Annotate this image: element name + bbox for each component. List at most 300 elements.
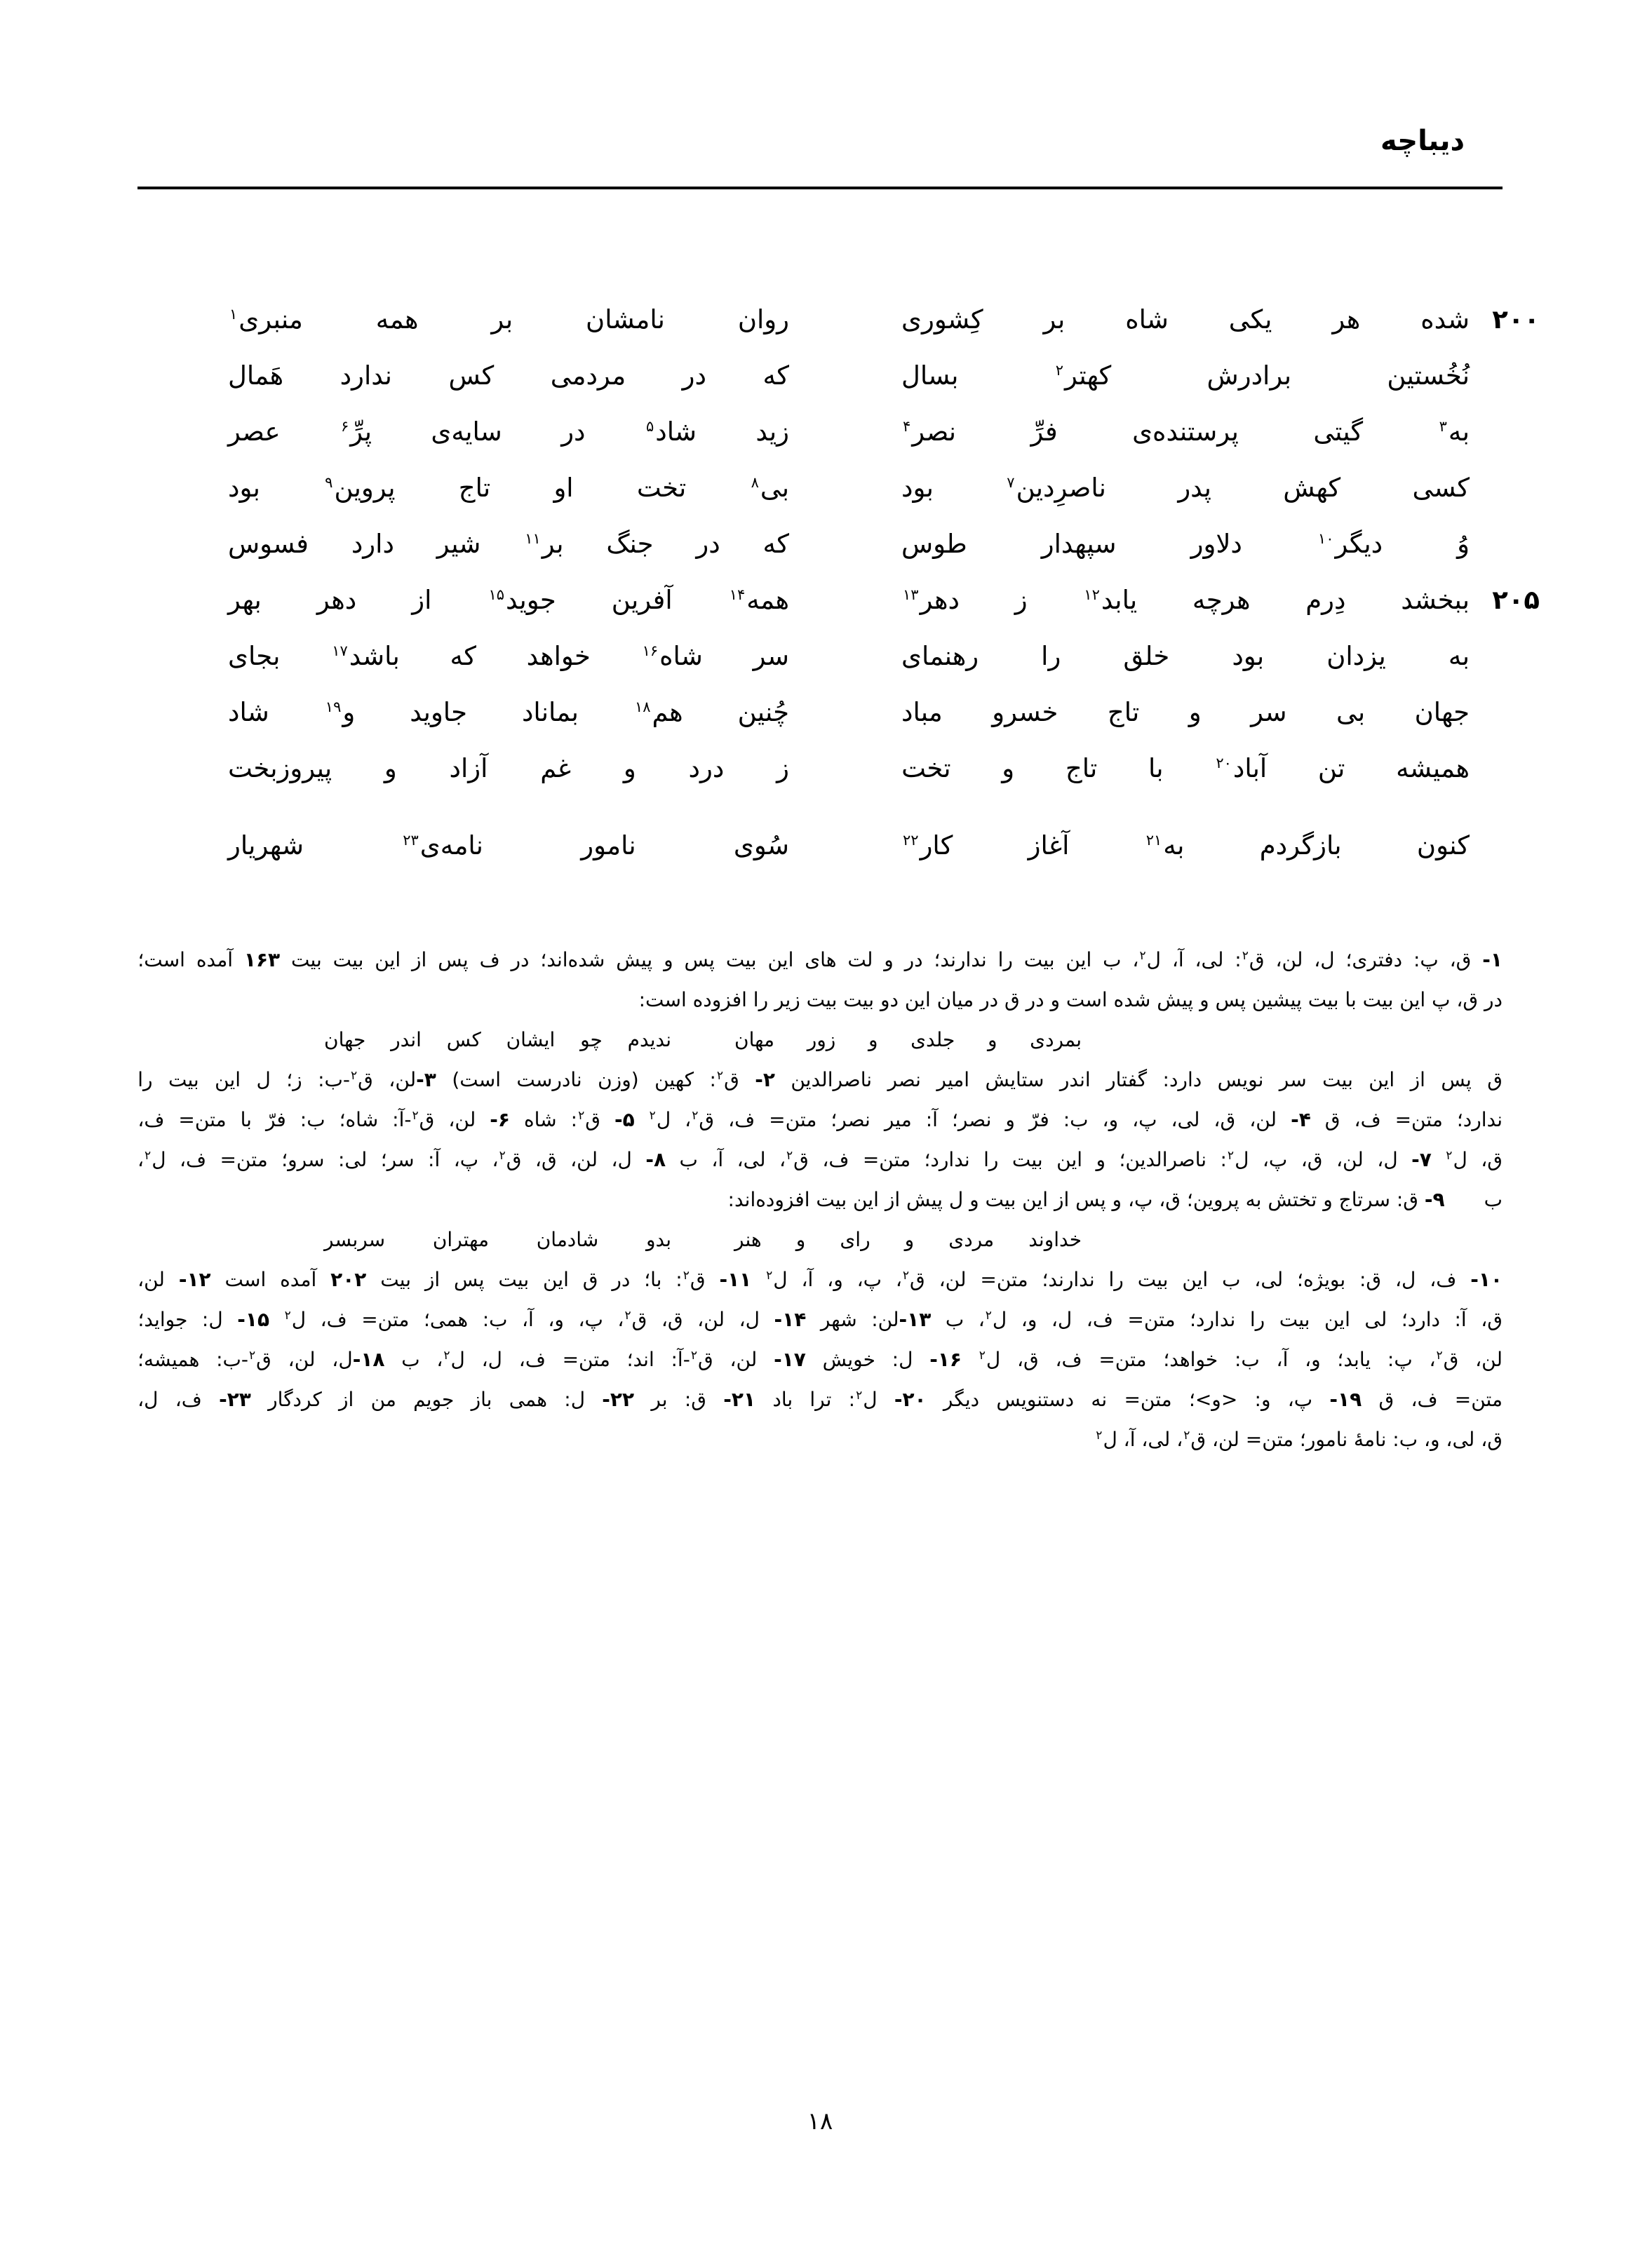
footnote-word: مهان <box>734 1028 775 1051</box>
footnote-line: ق، لی، و، ب: نامهٔ نامور؛ متن= لن، ق$^۲$، لی، آ، ل$^۲$ <box>1096 1428 1503 1451</box>
footnote-word: از <box>412 948 427 971</box>
footnote-word: متن= <box>361 1308 410 1331</box>
footnote-word: خویش <box>822 1348 875 1371</box>
footnote-word: ۱۶- <box>929 1348 962 1371</box>
hemistich-left <box>228 361 789 391</box>
footnote-word: ترا <box>809 1388 832 1411</box>
footnote-word: بیت <box>380 1268 411 1291</box>
page-number: ۱۸ <box>807 2107 833 2135</box>
poem-word: او <box>553 473 574 503</box>
poem-word: جاوید <box>410 697 467 727</box>
footnote-word: جلدی <box>910 1028 955 1051</box>
footnote-word: فرّ <box>265 1108 286 1131</box>
footnote-word: ق$^۲$-آ: <box>392 1108 435 1131</box>
footnote-line <box>137 1388 1503 1428</box>
poem-word: بهر <box>228 585 262 615</box>
footnote-marker: ۱۰ <box>1317 529 1334 547</box>
poem-word: منبری$^۱$ <box>229 304 303 335</box>
poem-word: به$^۳$ <box>1439 417 1470 447</box>
poem-word: و <box>623 753 636 783</box>
footnote-word: ل: <box>892 1348 913 1371</box>
footnote-word: لن، <box>288 1348 316 1371</box>
footnote-marker: ۹ <box>325 473 333 491</box>
footnote-word: ل$^۲$، <box>1132 948 1161 971</box>
footnote-word: اندر <box>391 1028 422 1051</box>
poem-word: ناصرِدین$^۷$ <box>1007 473 1106 503</box>
footnote-word: ف <box>479 948 500 971</box>
hemistich-right <box>901 831 1470 861</box>
footnote-marker: ۱۲ <box>1084 586 1100 603</box>
footnote-word: آ: <box>925 1108 938 1131</box>
poem-word: ز <box>777 753 789 783</box>
poem-word: مباد <box>901 697 943 727</box>
footnote-marker: ۱۱ <box>525 529 541 547</box>
footnote-word: متن= <box>1098 1348 1147 1371</box>
footnote-word: ق: <box>1359 1268 1382 1291</box>
footnote-word: جواید؛ <box>137 1308 188 1331</box>
footnote-word: را <box>1108 1268 1124 1291</box>
footnote-word: ق <box>1378 1388 1394 1411</box>
poem-word: کهش <box>1283 473 1341 503</box>
footnote-word: ۱۸-ل، <box>332 1348 385 1371</box>
footnote-word: ۱۶۳ <box>243 948 281 971</box>
footnote-marker: ۱۷ <box>332 642 348 659</box>
footnote-word: در <box>612 1268 631 1291</box>
poem-word: خواهد <box>526 641 591 671</box>
hemistich-right <box>901 698 1470 728</box>
footnote-line <box>137 1148 1503 1188</box>
footnote-word: لت <box>847 948 873 971</box>
footnote-word: ق$^۲$-ب: <box>318 1068 373 1091</box>
poem-word: مردمی <box>550 360 626 391</box>
poem-word: جهان <box>1414 697 1470 727</box>
footnote-word: خداوند <box>1028 1228 1082 1251</box>
poem-word: تن <box>1317 753 1345 783</box>
footnote-marker: ۱۵ <box>488 586 505 603</box>
footnote-word: ق <box>1324 1108 1340 1131</box>
footnote-word: پس <box>1441 1068 1472 1091</box>
footnote-word: پ، <box>1287 1388 1313 1411</box>
poem-word: نصر$^۴$ <box>903 417 957 447</box>
footnote-word: ل، <box>739 1308 760 1331</box>
poem-word: بر <box>1043 304 1066 335</box>
footnote-word: نه <box>1091 1388 1108 1411</box>
footnote-word: ب <box>1103 948 1122 971</box>
footnote-word: ق$^۲$، <box>1429 1348 1459 1371</box>
footnote-word: ۱۷- <box>774 1348 806 1371</box>
footnote-word: با؛ <box>644 1268 662 1291</box>
footnote-word: ل$^۲$، <box>137 1148 166 1171</box>
footnote-marker: ۲۳ <box>403 831 419 849</box>
footnote-word: است) <box>452 1068 501 1091</box>
poem-word: زید <box>755 417 789 447</box>
poem-word: کار$^{۲۲}$ <box>903 830 953 860</box>
poem-word: از <box>412 585 432 615</box>
footnote-word: ل$^۲$ <box>766 1268 788 1291</box>
footnote-word: سرو؛ <box>281 1148 325 1171</box>
poem-word: کِشوری <box>901 304 983 335</box>
footnote-word: من <box>370 1388 396 1411</box>
poem-word: بازگردم <box>1259 830 1342 860</box>
footnote-word: و <box>884 948 894 971</box>
footnote-word: ۳-لن، <box>389 1068 436 1091</box>
poem <box>228 305 1540 887</box>
footnote-word: آ، <box>711 1148 724 1171</box>
footnote-marker: ۱۴ <box>729 586 746 603</box>
footnote-word: ق$^۲$-ب: <box>216 1348 271 1371</box>
footnote-word: بویژه؛ <box>1297 1268 1346 1291</box>
poem-word: چُنین <box>737 697 789 727</box>
footnote-word: ندارند؛ <box>1042 1268 1095 1291</box>
footnote-word: ۱۴- <box>774 1308 807 1331</box>
footnote-word: مهتران <box>432 1228 490 1251</box>
footnote-word: ب <box>679 1148 698 1171</box>
footnote-word: ۲۳- <box>219 1388 251 1411</box>
footnote-word: و، <box>827 1268 843 1291</box>
footnote-word: ۶- <box>490 1108 510 1131</box>
footnote-word: ق، <box>535 1148 557 1171</box>
footnote-word: ۱۳-لن: <box>871 1308 932 1331</box>
footnote-word: <و>؛ <box>1188 1388 1238 1411</box>
poem-word: آزاد <box>449 753 488 783</box>
footnote-word: لی: <box>337 1148 368 1171</box>
footnote-word: در <box>511 948 530 971</box>
poem-word: پرِّ$^۶$ <box>341 417 372 447</box>
poem-word: سر <box>753 641 789 671</box>
footnote-word: شهر <box>820 1308 857 1331</box>
hemistich-right <box>901 754 1470 784</box>
footnote-word: آ، <box>801 1268 814 1291</box>
poem-word: دلاور <box>1190 529 1242 559</box>
footnote-word: ۲۰- <box>894 1388 927 1411</box>
couplet <box>228 473 1540 529</box>
footnote-marker: ۱۳ <box>903 586 919 603</box>
footnote-word: ۱۲- <box>178 1268 211 1291</box>
footnote-word: و، <box>548 1308 564 1331</box>
footnote-word: پ، <box>1262 1148 1288 1171</box>
footnote-word: ۲۰۲ <box>330 1268 367 1291</box>
couplet <box>228 754 1540 810</box>
poem-word: ببخشد <box>1401 585 1470 615</box>
poem-word: دارد <box>351 529 394 559</box>
footnote-word: آ، <box>1276 1348 1289 1371</box>
footnote-word: بیت <box>1279 1308 1310 1331</box>
footnote-word: ل، <box>1051 1308 1073 1331</box>
footnote-word: نصر <box>887 1068 921 1091</box>
poem-word: یکی <box>1228 304 1272 335</box>
footnote-marker: ۸ <box>751 473 759 491</box>
footnote-word: است؛ <box>137 948 185 971</box>
footnote-word: ز؛ <box>286 1068 302 1091</box>
footnote-word: لی، <box>1171 1108 1200 1131</box>
poem-word: بر$^{۱۱}$ <box>525 529 564 559</box>
poem-word: شاه <box>1125 304 1169 335</box>
footnote-word: ل <box>256 1068 271 1091</box>
footnote-word: ف، <box>1411 1388 1438 1411</box>
poem-word: و$^{۱۹}$ <box>325 697 356 727</box>
footnote-word: کس <box>446 1028 481 1051</box>
footnote-marker: ۲۲ <box>903 831 919 849</box>
footnote-word: این <box>1369 1068 1395 1091</box>
poem-word: پروین$^۹$ <box>325 473 396 503</box>
footnote-word: ق <box>1487 1068 1503 1091</box>
poem-word: شیر <box>436 529 481 559</box>
footnote-word: هنر <box>734 1228 762 1251</box>
footnote-word: پ، <box>578 1308 603 1331</box>
poem-word: بر <box>491 304 513 335</box>
footnote-word: میر <box>884 1108 912 1131</box>
poem-word: همیشه <box>1396 753 1470 783</box>
footnote-word: بر <box>651 1388 668 1411</box>
hemistich-right <box>901 642 1470 672</box>
couplet <box>228 586 1540 642</box>
poem-word: روان <box>737 304 789 335</box>
poem-word: سپهدار <box>1041 529 1117 559</box>
footnote-word: این <box>1182 1268 1209 1291</box>
footnote-word: ندیدم <box>627 1028 671 1051</box>
footnote-word: ب: <box>482 1308 508 1331</box>
poem-word: طوس <box>901 529 967 559</box>
footnote-word: لی، <box>737 1148 766 1171</box>
footnote-word: این <box>215 1068 241 1091</box>
couplet <box>228 698 1540 754</box>
poem-word: نُخُستین <box>1387 360 1470 391</box>
poem-word: تاج <box>458 473 491 503</box>
couplet <box>228 361 1540 417</box>
footnote-word: یابد؛ <box>1337 1348 1371 1371</box>
poem-word: فسوس <box>228 529 309 559</box>
footnote-word: متن= <box>220 1148 268 1171</box>
poem-word: سایه‌ی <box>431 417 502 447</box>
poem-word: فرِّ <box>1030 417 1058 447</box>
footnote-word: پس <box>684 948 715 971</box>
footnote-word: کردگار <box>268 1388 322 1411</box>
poem-word: شاد$^۵$ <box>645 417 697 447</box>
footnote-word: را <box>1249 1308 1265 1331</box>
poem-word: جنگ <box>606 529 654 559</box>
footnote-word: این <box>1066 948 1092 971</box>
footnote-word: ق <box>582 1268 598 1291</box>
footnote-word: ق$^۲$، <box>617 1308 647 1331</box>
footnote-word: متن= <box>980 1268 1028 1291</box>
hemistich-right <box>901 529 1470 560</box>
footnote-word: ق$^۲$، <box>779 1148 809 1171</box>
footnote-marker: ۲ <box>1055 361 1064 379</box>
footnote-word: ۸- <box>645 1148 666 1171</box>
footnote-word: ف، <box>179 1148 207 1171</box>
poem-word: ندارد <box>340 360 392 391</box>
footnote-word: را <box>137 1068 153 1091</box>
poem-word: شده <box>1420 304 1470 335</box>
footnote-word: از <box>339 1388 354 1411</box>
footnote-word: این <box>1056 1148 1083 1171</box>
poem-word: و <box>1002 753 1015 783</box>
footnote-word: در <box>904 948 923 971</box>
poem-word: عصر <box>228 417 281 447</box>
footnote-word: اند؛ <box>626 1348 654 1371</box>
footnote-word: را <box>983 1148 999 1171</box>
footnote-word: چو <box>580 1028 603 1051</box>
poem-word: شاه$^{۱۶}$ <box>642 641 703 671</box>
poem-word: همه$^{۱۴}$ <box>729 585 789 615</box>
footnote-word: همیشه؛ <box>137 1348 200 1371</box>
footnote-word: رای <box>840 1228 871 1251</box>
poem-word: نامه‌ی$^{۲۳}$ <box>403 830 483 860</box>
footnote-word: اندر <box>1059 1068 1091 1091</box>
footnote-word: پس <box>438 948 469 971</box>
footnote-word: بدو <box>645 1228 671 1251</box>
footnote-word: زور <box>807 1028 836 1051</box>
poem-word: یزدان <box>1326 641 1386 671</box>
footnote-word: لن، <box>1475 1348 1503 1371</box>
footnote-word: ب: <box>1063 1108 1089 1131</box>
footnote-word: متن= <box>562 1348 610 1371</box>
footnote-word: پس <box>454 1268 485 1291</box>
poem-word: بی <box>1336 697 1366 727</box>
footnote-line: در ق، پ این بیت با بیت پیشین پس و پیش شده است و در ق در میان این دو بیت بیت زیر را افزوده است: <box>638 988 1503 1011</box>
footnote-word: آ: <box>1454 1308 1467 1331</box>
poem-word: را <box>1041 641 1061 671</box>
footnote-line <box>137 1268 1503 1308</box>
footnote-word: متن= <box>1127 1308 1176 1331</box>
poem-word: کسی <box>1412 473 1470 503</box>
footnote-word: ۵- <box>614 1108 635 1131</box>
footnote-word: لن، <box>137 1268 165 1291</box>
footnote-word: ب <box>945 1308 964 1331</box>
footnote-word: آمده <box>196 948 233 971</box>
footnote-word: ل$^۲$، <box>436 1348 465 1371</box>
footnote-word: پیش <box>616 948 653 971</box>
poem-word: تاج <box>1107 697 1140 727</box>
hemistich-left <box>228 754 789 784</box>
footnote-word: ف، <box>728 1108 755 1131</box>
poem-word: باشد$^{۱۷}$ <box>332 641 400 671</box>
poem-word: خلق <box>1123 641 1170 671</box>
footnote-word: و <box>795 1228 806 1251</box>
footnote-word: ندارند؛ <box>934 948 987 971</box>
footnote-word: دارد: <box>1162 1068 1202 1091</box>
footnote-marker: ۶ <box>341 417 349 435</box>
footnote-word: ق$^۲$: <box>709 1068 739 1091</box>
couplet <box>228 305 1540 361</box>
footnote-marker: ۳ <box>1439 417 1447 435</box>
footnote-word: شاه؛ <box>339 1108 379 1131</box>
footnote-word: دفتری؛ <box>1345 948 1403 971</box>
footnote-word: ق، <box>1481 1148 1503 1171</box>
footnote-word: همی؛ <box>423 1308 469 1331</box>
footnote-word: ناصرالدین <box>791 1068 873 1091</box>
poem-word: بی$^۸$ <box>751 473 789 503</box>
footnote-word: خواهد؛ <box>1163 1348 1218 1371</box>
footnote-word: ق، <box>1017 1348 1039 1371</box>
footnote-word: ۲- <box>755 1068 775 1091</box>
footnote-verse <box>324 1028 1082 1068</box>
footnote-word: ف، <box>320 1308 347 1331</box>
poem-word: سر <box>1251 697 1287 727</box>
footnote-word: ل$^۲$: <box>1220 1148 1249 1171</box>
couplet <box>228 529 1540 586</box>
footnote-word: ۱- <box>1482 948 1503 971</box>
footnote-word: این <box>1324 1308 1350 1331</box>
footnote-word: لی <box>1364 1308 1387 1331</box>
footnote-word: شادمان <box>536 1228 599 1251</box>
footnote-word: آ، <box>522 1308 534 1331</box>
footnote-word: نصر؛ <box>831 1108 871 1131</box>
couplet <box>228 831 1540 887</box>
footnote-word: ق$^۲$: <box>1235 948 1265 971</box>
footnote-marker: ۵ <box>645 417 654 435</box>
footnote-marker: ۱ <box>229 305 238 323</box>
footnote-word: و <box>904 1228 915 1251</box>
footnote-word: ف، <box>1430 1268 1457 1291</box>
footnote-word: ب: <box>1234 1348 1260 1371</box>
footnote-word: بیت <box>1011 1148 1043 1171</box>
footnote-word: بمردی <box>1030 1028 1082 1051</box>
poem-word: آغاز <box>1028 830 1070 860</box>
footnote-word: فرّ <box>1028 1108 1049 1131</box>
poem-word: تاج <box>1065 753 1098 783</box>
poem-word: دهر$^{۱۳}$ <box>903 585 960 615</box>
footnote-word: ق: <box>684 1388 707 1411</box>
footnote-word: ایشان <box>506 1028 556 1051</box>
footnote-word: ل، <box>1314 948 1335 971</box>
poem-word: رهنمای <box>901 641 979 671</box>
poem-word: دهر <box>316 585 357 615</box>
hemistich-right <box>901 417 1470 447</box>
poem-word: آباد$^{۲۰}$ <box>1216 753 1268 783</box>
poem-word: غم <box>540 753 572 783</box>
footnote-word: لن، <box>448 1108 476 1131</box>
footnote-word: بیت <box>291 948 322 971</box>
poem-word: دِرم <box>1305 585 1346 615</box>
footnote-word: ل$^۲$ <box>1446 1148 1467 1171</box>
footnote-word: لن، <box>1336 1148 1364 1171</box>
footnote-word: با <box>240 1108 252 1131</box>
footnote-word: لن، <box>570 1148 598 1171</box>
hemistich-left <box>228 831 789 861</box>
poem-word: سُوی <box>733 830 789 860</box>
poem-word: گیتی <box>1313 417 1364 447</box>
hemistich-right <box>901 473 1470 504</box>
footnote-word: ل: <box>564 1388 586 1411</box>
poem-word: آفرین <box>611 585 673 615</box>
poem-word: بود <box>228 473 260 503</box>
footnote-marker: ۲۱ <box>1145 831 1162 849</box>
footnote-word: پ، <box>453 1148 479 1171</box>
footnote-word: ل$^۲$ <box>284 1308 307 1331</box>
hemistich-left <box>228 417 789 447</box>
footnote-word: ب <box>1222 1268 1241 1291</box>
footnote-word: بیت <box>725 948 757 971</box>
poem-word: کس <box>448 360 495 391</box>
footnote-word: متن= <box>1454 1388 1503 1411</box>
footnote-word: شاه <box>523 1108 557 1131</box>
footnote-line <box>137 1068 1503 1108</box>
footnote-word: آمده <box>280 1268 317 1291</box>
poem-word: هَمال <box>228 360 284 391</box>
hemistich-right <box>901 586 1470 616</box>
footnote-word: نویس <box>1217 1068 1264 1091</box>
footnote-word: ۱۱- <box>719 1268 752 1291</box>
footnote-word: باز <box>471 1388 492 1411</box>
poem-word: که <box>762 529 789 559</box>
footnote-marker: ۴ <box>903 417 911 435</box>
footnote-marker: ۱۸ <box>634 698 651 715</box>
footnote-word: ف، <box>175 1388 202 1411</box>
footnote-word: ۱۵- <box>237 1308 270 1331</box>
footnote-word: گفتار <box>1106 1068 1148 1091</box>
footnote-word: ب <box>401 1348 420 1371</box>
